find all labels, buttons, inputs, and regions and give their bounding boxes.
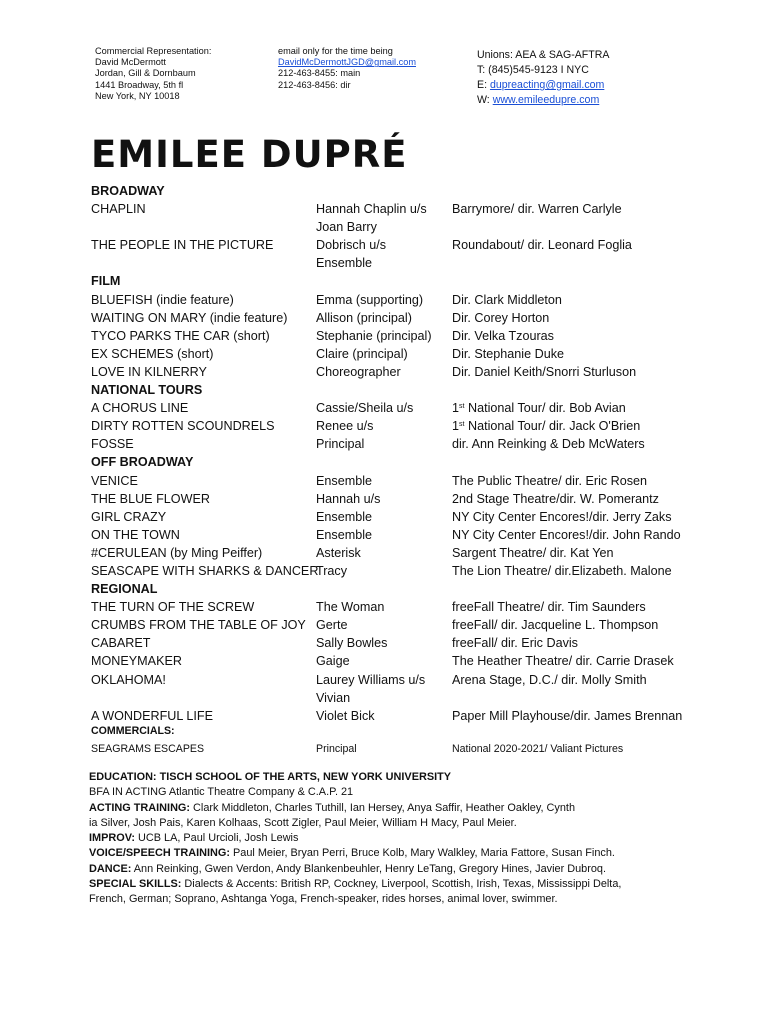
- credit-role: Emma (supporting): [316, 292, 424, 307]
- credit-title: MONEYMAKER: [91, 654, 182, 669]
- website-link[interactable]: www.emileedupre.com: [492, 94, 600, 106]
- phone-dir: 212-463-8456: dir: [278, 79, 351, 90]
- credit-title: DIRTY ROTTEN SCOUNDRELS: [91, 419, 275, 434]
- phone: T: (845)545-9123 I NYC: [477, 64, 589, 76]
- credit-title: ON THE TOWN: [91, 527, 180, 542]
- agent-email-link[interactable]: DavidMcDermottJGD@gmail.com: [278, 57, 416, 68]
- credit-title: OKLAHOMA!: [91, 672, 166, 687]
- credit-director: Barrymore/ dir. Warren Carlyle: [452, 202, 622, 217]
- dance-label: DANCE:: [89, 862, 132, 875]
- skills-label: SPECIAL SKILLS:: [89, 878, 182, 891]
- credit-director: Arena Stage, D.C./ dir. Molly Smith: [452, 672, 647, 687]
- credit-title: SEASCAPE WITH SHARKS & DANCER: [91, 563, 319, 578]
- credit-director: NY City Center Encores!/dir. John Rando: [452, 527, 681, 542]
- credit-director: Dir. Daniel Keith/Snorri Sturluson: [452, 364, 637, 379]
- ordinal-number: 1: [452, 419, 460, 434]
- credit-row: [91, 309, 711, 327]
- credit-director: The Heather Theatre/ dir. Carrie Drasek: [452, 654, 674, 669]
- section-heading: FILM: [91, 274, 121, 289]
- rep-line: New York, NY 10018: [95, 90, 180, 101]
- credit-role: Choreographer: [316, 364, 401, 379]
- phone-main: 212-463-8455: main: [278, 68, 361, 79]
- credit-role: Ensemble: [316, 509, 373, 524]
- credit-director: Sargent Theatre/ dir. Kat Yen: [452, 545, 614, 560]
- personal-contact-block: [477, 48, 609, 108]
- credit-title: VENICE: [91, 473, 138, 488]
- rep-line: 1441 Broadway, 5th fl: [95, 79, 184, 90]
- credit-row: [91, 740, 711, 756]
- credit-row: [91, 399, 711, 417]
- credit-title: FOSSE: [91, 437, 134, 452]
- web-prefix: W:: [477, 94, 493, 106]
- credit-role: Stephanie (principal): [316, 328, 432, 343]
- credit-director: [452, 399, 626, 417]
- credit-role: Violet Bick: [316, 708, 375, 723]
- credit-director: NY City Center Encores!/dir. Jerry Zaks: [452, 509, 672, 524]
- credit-role: Ensemble: [316, 527, 373, 542]
- email-note: email only for the time being: [278, 46, 393, 56]
- credit-role: [316, 200, 427, 236]
- role-line: Laurey Williams u/s: [316, 672, 426, 687]
- credit-title: THE BLUE FLOWER: [91, 491, 210, 506]
- credit-row: [91, 616, 711, 634]
- credit-row: [91, 363, 711, 381]
- improv-text: UCB LA, Paul Urcioli, Josh Lewis: [135, 832, 299, 845]
- degree-line: BFA IN ACTING Atlantic Theatre Company & C.A.P. 21: [89, 786, 354, 799]
- credit-director: Dir. Corey Horton: [452, 310, 550, 325]
- credit-title: A WONDERFUL LIFE: [91, 708, 213, 723]
- credit-title: A CHORUS LINE: [91, 401, 189, 416]
- skills-text: Dialects & Accents: British RP, Cockney, Liverpool, Scottish, Irish, Texas, Mississippi Delta,: [181, 878, 622, 891]
- section-heading: OFF BROADWAY: [91, 455, 194, 470]
- credit-role: Principal: [316, 437, 365, 452]
- role-line: Joan Barry: [316, 220, 377, 235]
- credit-director: Roundabout/ dir. Leonard Foglia: [452, 238, 632, 253]
- credit-row: [91, 544, 711, 562]
- credit-director: freeFall Theatre/ dir. Tim Saunders: [452, 600, 646, 615]
- ordinal-suffix: st: [459, 421, 465, 429]
- credit-title: WAITING ON MARY (indie feature): [91, 310, 288, 325]
- credit-title: GIRL CRAZY: [91, 509, 167, 524]
- credit-role: Cassie/Sheila u/s: [316, 401, 414, 416]
- email-prefix: E:: [477, 79, 490, 91]
- credit-role: The Woman: [316, 600, 385, 615]
- credit-title: TYCO PARKS THE CAR (short): [91, 328, 270, 343]
- ordinal-suffix: st: [459, 403, 465, 411]
- voice-label: VOICE/SPEECH TRAINING:: [89, 847, 230, 860]
- credit-director: 2nd Stage Theatre/dir. W. Pomerantz: [452, 491, 659, 506]
- credit-title: EX SCHEMES (short): [91, 346, 214, 361]
- credit-role: [316, 671, 425, 707]
- performer-name: EMILEE DUPRÉ: [91, 133, 408, 176]
- role-line: Hannah Chaplin u/s: [316, 202, 427, 217]
- credit-role: Ensemble: [316, 473, 373, 488]
- credit-text: National Tour/ dir. Jack O'Brien: [464, 419, 641, 434]
- credit-title: THE TURN OF THE SCREW: [91, 600, 255, 615]
- credit-row: [91, 472, 711, 490]
- credit-role: Renee u/s: [316, 419, 374, 434]
- credit-row: [91, 291, 711, 309]
- credit-row: [91, 345, 711, 363]
- credit-row: [91, 417, 711, 435]
- credit-director: [452, 417, 640, 435]
- section-heading: NATIONAL TOURS: [91, 383, 203, 398]
- section-heading: REGIONAL: [91, 582, 158, 597]
- improv-label: IMPROV:: [89, 832, 135, 845]
- section-heading: COMMERCIALS:: [91, 724, 175, 737]
- role-line: Dobrisch u/s: [316, 238, 386, 253]
- credit-role: Hannah u/s: [316, 491, 381, 506]
- acting-text: Clark Middleton, Charles Tuthill, Ian Hersey, Anya Saffir, Heather Oakley, Cynth: [190, 801, 576, 814]
- credit-title: #CERULEAN (by Ming Peiffer): [91, 545, 263, 560]
- voice-text: Paul Meier, Bryan Perri, Bruce Kolb, Mary Walkley, Maria Fattore, Susan Finch.: [230, 847, 615, 860]
- credit-row: [91, 634, 711, 652]
- credit-director: Dir. Stephanie Duke: [452, 346, 565, 361]
- agent-contact-block: [278, 46, 416, 91]
- personal-email-link[interactable]: dupreacting@gmail.com: [489, 79, 605, 91]
- credit-director: freeFall/ dir. Eric Davis: [452, 636, 578, 651]
- credit-row: [91, 671, 711, 707]
- acting-text-continued: ia Silver, Josh Pais, Karen Kolhaas, Scott Zigler, Paul Meier, William H Macy, Paul Meier.: [89, 816, 517, 829]
- credit-role: Gerte: [316, 618, 348, 633]
- credit-title: THE PEOPLE IN THE PICTURE: [91, 238, 274, 253]
- credit-role: Allison (principal): [316, 310, 412, 325]
- credit-role: Gaige: [316, 654, 350, 669]
- acting-label: ACTING TRAINING:: [89, 801, 191, 814]
- credit-row: [91, 200, 711, 236]
- credit-row: [91, 598, 711, 616]
- credit-director: dir. Ann Reinking & Deb McWaters: [452, 437, 645, 452]
- rep-line: David McDermott: [95, 57, 166, 68]
- credit-title: CABARET: [91, 636, 151, 651]
- representation-block: [95, 46, 211, 102]
- credit-row: [91, 707, 711, 725]
- credit-director: The Lion Theatre/ dir.Elizabeth. Malone: [452, 563, 672, 578]
- role-line: Vivian: [316, 690, 351, 705]
- credit-title: CHAPLIN: [91, 202, 146, 217]
- dance-text: Ann Reinking, Gwen Verdon, Andy Blankenbeuhler, Henry LeTang, Gregory Hines, Javier Dubroq.: [131, 862, 606, 875]
- unions: Unions: AEA & SAG-AFTRA: [477, 49, 610, 61]
- credit-title: LOVE IN KILNERRY: [91, 364, 207, 379]
- credit-row: [91, 236, 711, 272]
- skills-text-continued: French, German; Soprano, Ashtanga Yoga, French-speaker, rides horses, animal lover, swimmer.: [89, 893, 558, 906]
- credit-director: freeFall/ dir. Jacqueline L. Thompson: [452, 618, 659, 633]
- credit-title: BLUEFISH (indie feature): [91, 292, 234, 307]
- credit-row: [91, 435, 711, 453]
- credit-role: Asterisk: [316, 545, 361, 560]
- credit-row: [91, 508, 711, 526]
- credit-director: Dir. Velka Tzouras: [452, 328, 554, 343]
- credit-role: Principal: [316, 742, 357, 755]
- education-heading: EDUCATION: TISCH SCHOOL OF THE ARTS, NEW YORK UNIVERSITY: [89, 771, 452, 783]
- credit-role: Claire (principal): [316, 346, 408, 361]
- credit-title: SEAGRAMS ESCAPES: [91, 742, 205, 755]
- credit-role: Tracy: [316, 563, 348, 578]
- rep-line: Commercial Representation:: [95, 46, 212, 56]
- credit-title: CRUMBS FROM THE TABLE OF JOY: [91, 618, 306, 633]
- credit-director: The Public Theatre/ dir. Eric Rosen: [452, 473, 648, 488]
- credit-row: [91, 526, 711, 544]
- section-heading: BROADWAY: [91, 184, 165, 198]
- rep-line: Jordan, Gill & Dornbaum: [95, 68, 196, 79]
- credit-role: Sally Bowles: [316, 636, 388, 651]
- credit-director: National 2020-2021/ Valiant Pictures: [452, 742, 624, 755]
- credit-role: [316, 236, 386, 272]
- credit-text: National Tour/ dir. Bob Avian: [464, 401, 626, 416]
- credit-director: Paper Mill Playhouse/dir. James Brennan: [452, 708, 683, 723]
- credits-table: [91, 182, 711, 756]
- education-block: [89, 770, 709, 908]
- credit-director: Dir. Clark Middleton: [452, 292, 562, 307]
- credit-row: [91, 327, 711, 345]
- credit-row: [91, 490, 711, 508]
- role-line: Ensemble: [316, 256, 373, 271]
- credit-row: [91, 652, 711, 670]
- ordinal-number: 1: [452, 401, 460, 416]
- credit-row: [91, 562, 711, 580]
